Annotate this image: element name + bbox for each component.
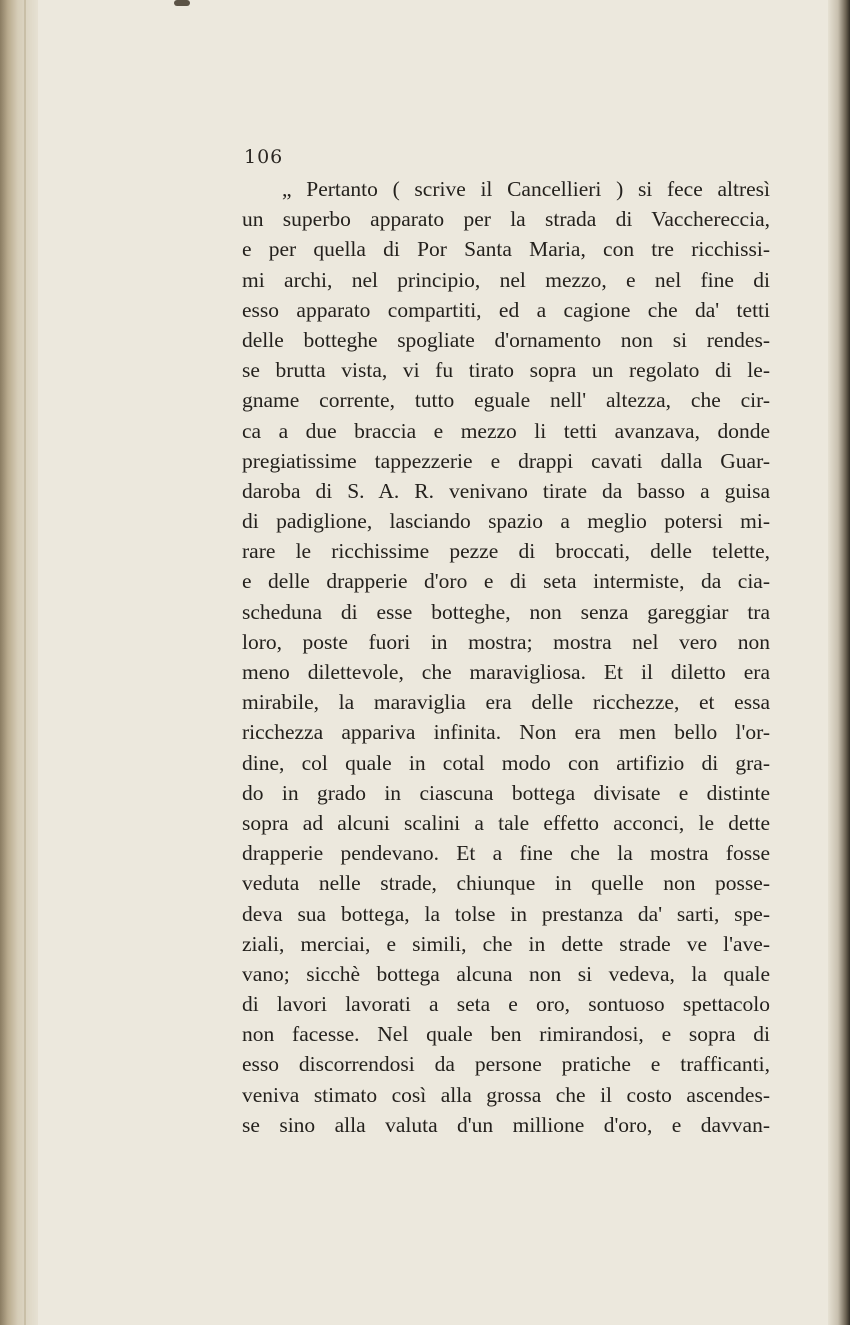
text-line: mirabile, la maraviglia era delle ricchezze, et essa	[242, 690, 770, 715]
text-line: di lavori lavorati a seta e oro, sontuoso spettacolo	[242, 992, 770, 1017]
text-line: rare le ricchissime pezze di broccati, delle telette,	[242, 539, 770, 564]
text-line: „ Pertanto ( scrive il Cancellieri ) si fece altresì	[282, 177, 770, 201]
binding-gutter	[0, 0, 38, 1325]
text-line: vano; sicchè bottega alcuna non si vedeva, la quale	[242, 961, 770, 986]
text-line: di padiglione, lasciando spazio a meglio potersi mi-	[242, 509, 770, 534]
top-edge-mark	[174, 0, 190, 6]
text-line: esso discorrendosi da persone pratiche e trafficanti,	[242, 1052, 770, 1077]
text-line: ca a due braccia e mezzo li tetti avanzava, donde	[242, 418, 770, 443]
text-line: ricchezza appariva infinita. Non era men bello l'or-	[242, 720, 770, 745]
text-line: se brutta vista, vi fu tirato sopra un regolato di le-	[242, 358, 770, 383]
text-line: veduta nelle strade, chiunque in quelle non posse-	[242, 871, 770, 896]
text-line: deva sua bottega, la tolse in prestanza da' sarti, spe-	[242, 901, 770, 926]
text-line: dine, col quale in cotal modo con artifizio di gra-	[242, 750, 770, 775]
text-line: meno dilettevole, che maravigliosa. Et il diletto era	[242, 660, 770, 684]
text-line: e delle drapperie d'oro e di seta intermiste, da cia-	[242, 569, 770, 594]
text-line: sopra ad alcuni scalini a tale effetto acconci, le dette	[242, 810, 770, 835]
text-line: do in grado in ciascuna bottega divisate e distinte	[242, 780, 770, 805]
body-text	[242, 174, 770, 1140]
text-line: mi archi, nel principio, nel mezzo, e nel fine di	[242, 267, 770, 292]
text-line: pregiatissime tappezzerie e drappi cavati dalla Guar-	[242, 448, 770, 473]
text-line: veniva stimato così alla grossa che il costo ascendes-	[242, 1082, 770, 1107]
page-number: 106	[244, 146, 284, 168]
text-line: esso apparato compartiti, ed a cagione che da' tetti	[242, 297, 770, 322]
text-line: delle botteghe spogliate d'ornamento non si rendes-	[242, 327, 770, 352]
text-line: e per quella di Por Santa Maria, con tre ricchissi-	[242, 237, 770, 262]
gutter-crease	[24, 0, 26, 1325]
text-line: non facesse. Nel quale ben rimirandosi, e sopra di	[242, 1022, 770, 1047]
text-line: ziali, merciai, e simili, che in dette strade ve l'ave-	[242, 931, 770, 956]
text-line: drapperie pendevano. Et a fine che la mostra fosse	[242, 841, 770, 866]
text-line: daroba di S. A. R. venivano tirate da basso a guisa	[242, 478, 770, 503]
text-line: scheduna di esse botteghe, non senza gareggiar tra	[242, 599, 770, 624]
text-line: un superbo apparato per la strada di Vacchereccia,	[242, 207, 770, 232]
page-right-edge	[828, 0, 850, 1325]
text-line: se sino alla valuta d'un millione d'oro, e davvan-	[242, 1112, 770, 1137]
text-line: gname corrente, tutto eguale nell' altezza, che cir-	[242, 388, 770, 413]
text-line: loro, poste fuori in mostra; mostra nel vero non	[242, 629, 770, 654]
